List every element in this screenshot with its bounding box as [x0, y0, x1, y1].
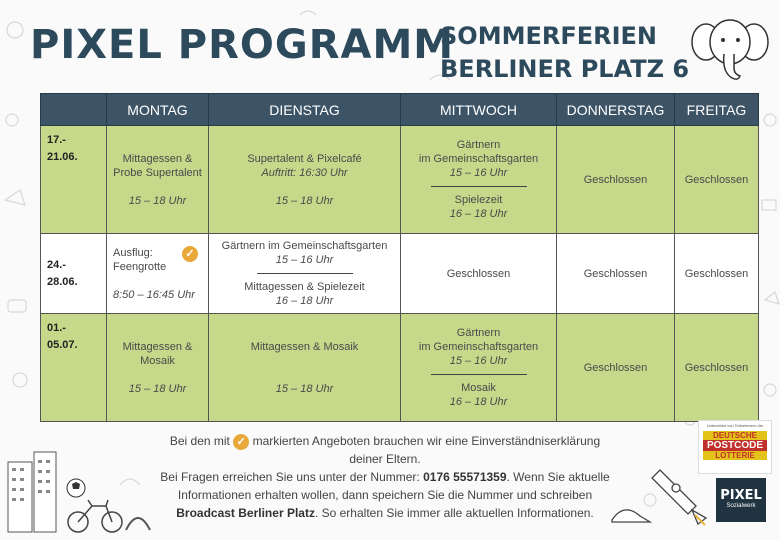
- activity-text: Spielezeit: [454, 194, 503, 206]
- cell-thu: Geschlossen: [557, 126, 675, 234]
- activity-time: 15 – 18 Uhr: [128, 194, 187, 207]
- cell-mon: [107, 314, 209, 422]
- footer-text: . So erhalten Sie immer alle aktuellen Informationen.: [314, 506, 594, 520]
- activity-text: Mittagessen &: [122, 340, 193, 353]
- date-end: 21.06.: [47, 151, 78, 163]
- logo-text: Sozialwerk: [726, 503, 756, 509]
- logo-text: PIXEL: [720, 488, 762, 503]
- check-circle-icon: ✓: [233, 434, 249, 450]
- cell-wed: [401, 314, 557, 422]
- activity-text: Feengrotte: [113, 260, 167, 273]
- footer-line-5: [145, 504, 625, 522]
- footer-text: Bei Fragen erreichen Sie uns unter der Nummer:: [160, 470, 420, 484]
- cell-wed: [401, 126, 557, 234]
- activity-time: 8:50 – 16:45 Uhr: [113, 288, 195, 301]
- schedule-table: [40, 93, 759, 422]
- cell-mon: [107, 234, 209, 314]
- date-start: 01.-: [47, 322, 66, 334]
- subtitle-line-1: SOMMERFERIEN: [440, 22, 658, 50]
- cell-fri: Geschlossen: [675, 314, 759, 422]
- activity-time: 15 – 16 Uhr: [449, 167, 508, 179]
- check-circle-icon: ✓: [182, 246, 198, 262]
- activity-time: 15 – 16 Uhr: [275, 254, 334, 266]
- header-corner: [41, 94, 107, 126]
- date-end: 05.07.: [47, 339, 78, 351]
- table-header-row: [41, 94, 759, 126]
- date-start: 17.-: [47, 134, 66, 146]
- pixel-sozialwerk-logo: [716, 478, 766, 522]
- footer-line-3: [145, 468, 625, 486]
- table-row: [41, 234, 759, 314]
- col-header-montag: MONTAG: [107, 94, 209, 126]
- week-date: [41, 126, 107, 234]
- activity-time: 15 – 18 Uhr: [275, 382, 334, 395]
- table-row: [41, 314, 759, 422]
- logo-text: LOTTERIE: [703, 451, 767, 460]
- footer-note: [145, 432, 625, 522]
- col-header-donnerstag: DONNERSTAG: [557, 94, 675, 126]
- activity-time: 15 – 16 Uhr: [449, 355, 508, 367]
- activity-text: Supertalent & Pixelcafé: [247, 152, 362, 165]
- activity-text: im Gemeinschaftsgarten: [418, 153, 539, 165]
- page-title: PIXEL PROGRAMM: [30, 22, 455, 68]
- activity-time: 16 – 18 Uhr: [275, 295, 334, 307]
- footer-text: . Wenn Sie aktuelle: [506, 470, 610, 484]
- cell-fri: Geschlossen: [675, 126, 759, 234]
- table-row: [41, 126, 759, 234]
- activity-text: Mosaik: [140, 354, 175, 367]
- footer-line-1: [145, 432, 625, 450]
- cell-thu: Geschlossen: [557, 314, 675, 422]
- logo-caption: Unterstützt von Teilnehmern der: [706, 423, 764, 428]
- footer-text: Bei den mit: [169, 434, 230, 448]
- week-date: [41, 314, 107, 422]
- date-start: 24.-: [47, 258, 66, 271]
- footer-line-2: deiner Eltern.: [349, 452, 421, 466]
- cell-fri: Geschlossen: [675, 234, 759, 314]
- cell-thu: Geschlossen: [557, 234, 675, 314]
- footer-line-4: Informationen erhalten wollen, dann speichern Sie die Nummer und schreiben: [177, 488, 593, 502]
- broadcast-name: Broadcast Berliner Platz: [176, 506, 315, 520]
- col-header-freitag: FREITAG: [675, 94, 759, 126]
- activity-text: Gärtnern: [456, 139, 501, 151]
- activity-text: Mittagessen & Spielezeit: [244, 281, 365, 293]
- footer-text: markierten Angeboten brauchen wir eine Einverständniserklärung: [252, 434, 601, 448]
- date-end: 28.06.: [47, 275, 78, 288]
- logo-text: POSTCODE: [703, 440, 767, 451]
- divider: [431, 186, 527, 187]
- cell-tue: [209, 126, 401, 234]
- activity-text: Mittagessen &: [122, 152, 193, 165]
- subtitle-line-2: BERLINER PLATZ 6: [440, 55, 690, 83]
- cell-tue: [209, 234, 401, 314]
- activity-text: Gärtnern im Gemeinschaftsgarten: [221, 240, 388, 252]
- activity-text: Gärtnern: [456, 327, 501, 339]
- divider: [257, 273, 353, 274]
- divider: [431, 374, 527, 375]
- cell-mon: [107, 126, 209, 234]
- activity-text: Probe Supertalent: [113, 166, 202, 179]
- page-subtitle: [440, 20, 689, 86]
- col-header-mittwoch: MITTWOCH: [401, 94, 557, 126]
- activity-text: Mosaik: [461, 382, 496, 394]
- col-header-dienstag: DIENSTAG: [209, 94, 401, 126]
- activity-text: Ausflug:: [113, 246, 153, 259]
- activity-time: 15 – 18 Uhr: [128, 382, 187, 395]
- elephant-icon: [690, 10, 770, 85]
- cell-wed: Geschlossen: [401, 234, 557, 314]
- activity-note: Auftritt: 16:30 Uhr: [261, 166, 348, 179]
- cell-tue: [209, 314, 401, 422]
- activity-time: 16 – 18 Uhr: [449, 208, 508, 220]
- activity-time: 16 – 18 Uhr: [449, 396, 508, 408]
- week-date: [41, 234, 107, 314]
- activity-text: im Gemeinschaftsgarten: [418, 341, 539, 353]
- phone-number: 0176 55571359: [423, 470, 507, 484]
- logo-text: DEUTSCHE: [703, 431, 767, 440]
- postcode-lotterie-logo: [698, 420, 772, 474]
- activity-time: 15 – 18 Uhr: [275, 194, 334, 207]
- activity-text: Mittagessen & Mosaik: [250, 340, 359, 353]
